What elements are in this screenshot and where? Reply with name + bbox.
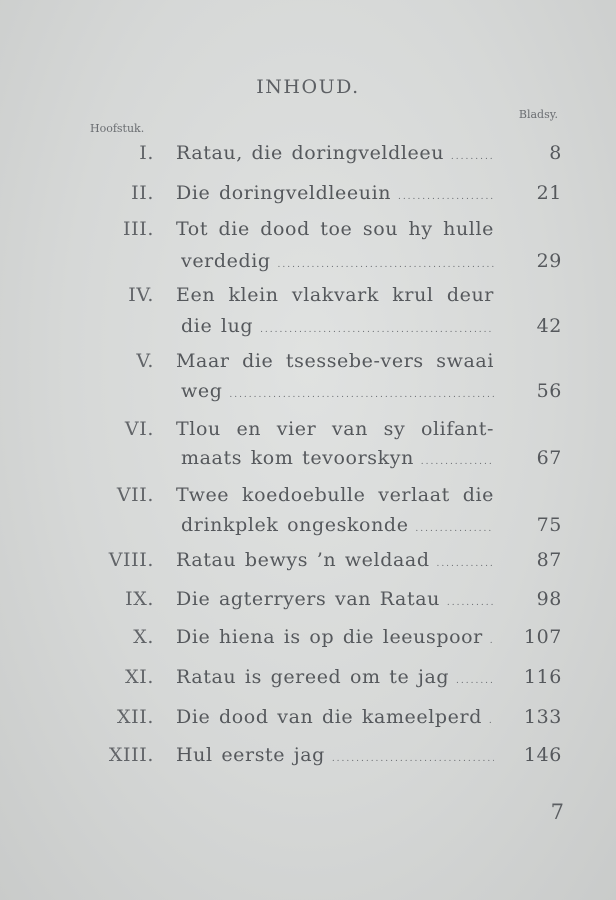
chapter-title: Tlou en vier van sy olifant- bbox=[176, 418, 494, 440]
chapter-numeral: XI. bbox=[125, 666, 154, 688]
chapter-title: Twee koedoebulle verlaat die bbox=[176, 484, 494, 506]
page-number: 98 bbox=[536, 588, 562, 610]
chapter-numeral: X. bbox=[133, 626, 154, 648]
page-number: 116 bbox=[523, 666, 562, 688]
chapter-numeral: I. bbox=[139, 142, 154, 164]
chapter-numeral: II. bbox=[131, 182, 154, 204]
page-number: 29 bbox=[536, 250, 562, 272]
chapter-title: Maar die tsessebe-vers swaai bbox=[176, 350, 494, 372]
page-number: 21 bbox=[536, 182, 562, 204]
chapter-column-label: Hoofstuk. bbox=[90, 122, 145, 135]
chapter-title-continued: die lug ..... bbox=[181, 315, 494, 337]
chapter-numeral: V. bbox=[136, 350, 154, 372]
chapter-title: Die doringveldleeuin ..... bbox=[176, 182, 494, 204]
chapter-title: Die dood van die kameelperd ..... bbox=[176, 706, 494, 728]
chapter-title: Hul eerste jag ..... bbox=[176, 744, 494, 766]
chapter-title: Ratau is gereed om te jag ..... bbox=[176, 666, 494, 688]
chapter-numeral: VI. bbox=[124, 418, 154, 440]
chapter-numeral: VII. bbox=[116, 484, 154, 506]
chapter-numeral: XIII. bbox=[108, 744, 154, 766]
chapter-title: Ratau, die doringveldleeu ..... bbox=[176, 142, 494, 164]
page-column-label: Bladsy. bbox=[518, 108, 558, 121]
page-number: 8 bbox=[549, 142, 562, 164]
chapter-title: Die hiena is op die leeuspoor ..... bbox=[176, 626, 494, 648]
page-number: 146 bbox=[523, 744, 562, 766]
page-number: 107 bbox=[523, 626, 562, 648]
chapter-title-continued: drinkplek ongeskonde ..... bbox=[181, 514, 494, 536]
chapter-numeral: IV. bbox=[128, 284, 154, 306]
chapter-title: Een klein vlakvark krul deur bbox=[176, 284, 494, 306]
page-number: 42 bbox=[536, 315, 562, 337]
page-title: INHOUD. bbox=[256, 76, 360, 98]
chapter-title-continued: verdedig ..... bbox=[181, 250, 494, 272]
chapter-title-continued: weg ..... bbox=[181, 380, 494, 402]
page-number: 56 bbox=[536, 380, 562, 402]
chapter-title: Ratau bewys ’n weldaad ..... bbox=[176, 549, 494, 571]
folio-page-number: 7 bbox=[550, 800, 564, 824]
chapter-title-continued: maats kom tevoorskyn ..... bbox=[181, 447, 494, 469]
page-number: 87 bbox=[536, 549, 562, 571]
chapter-numeral: VIII. bbox=[108, 549, 154, 571]
page-number: 75 bbox=[536, 514, 562, 536]
page-number: 67 bbox=[536, 447, 562, 469]
page-number: 133 bbox=[523, 706, 562, 728]
chapter-numeral: IX. bbox=[125, 588, 154, 610]
chapter-title: Tot die dood toe sou hy hulle bbox=[176, 218, 494, 240]
chapter-numeral: XII. bbox=[117, 706, 154, 728]
chapter-title: Die agterryers van Ratau ..... bbox=[176, 588, 494, 610]
chapter-numeral: III. bbox=[123, 218, 154, 240]
